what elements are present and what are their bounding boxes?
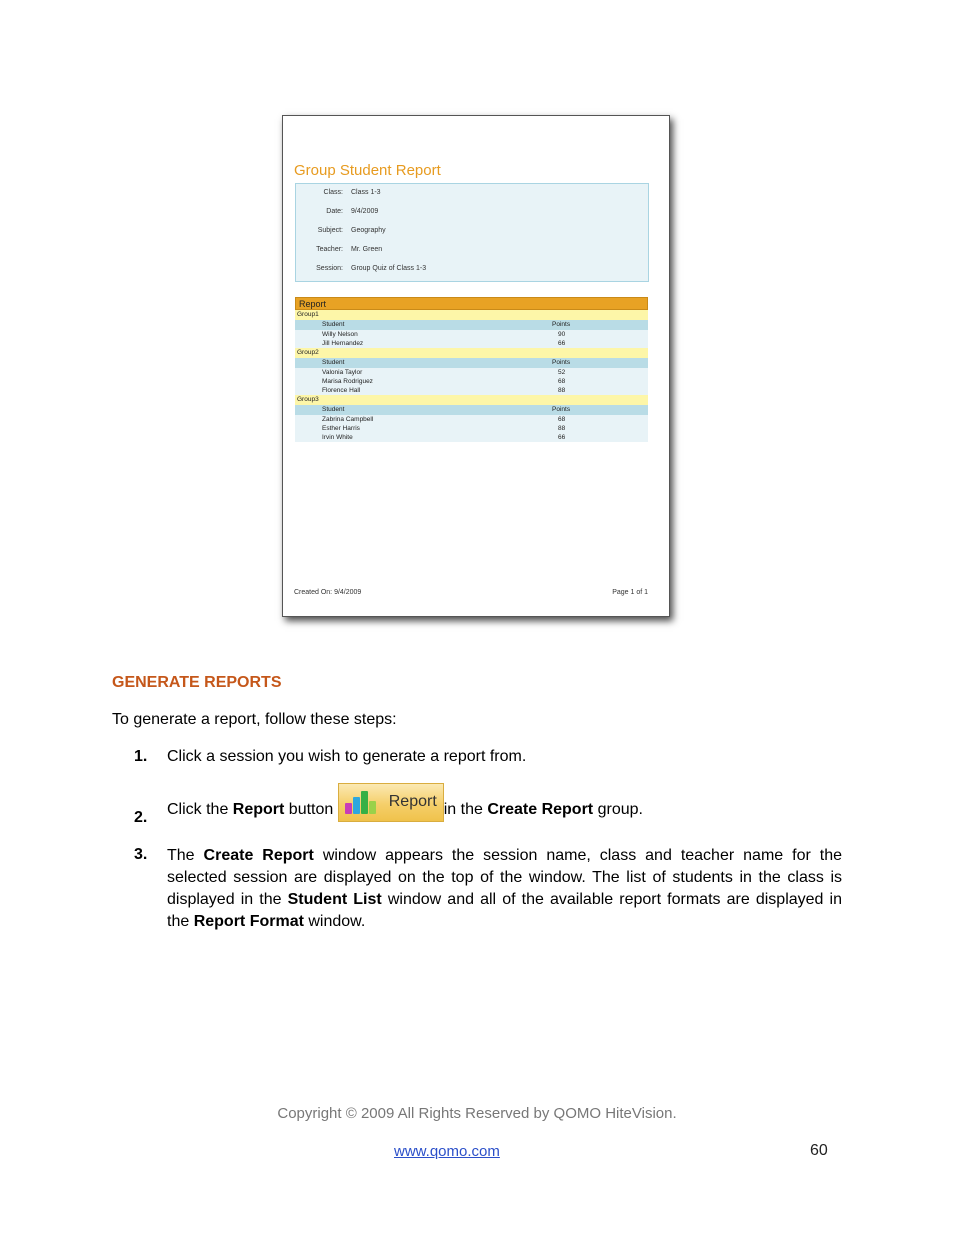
step-3-bold-create-report: Create Report xyxy=(203,847,314,864)
col-student-header: Student xyxy=(322,406,345,413)
info-row-session xyxy=(296,265,648,277)
student-name: Willy Nelson xyxy=(322,331,358,338)
info-label: Subject: xyxy=(317,227,343,234)
info-row-teacher xyxy=(296,246,648,258)
student-points: 68 xyxy=(558,378,566,385)
report-title: Group Student Report xyxy=(294,162,441,179)
page-number: 60 xyxy=(810,1142,828,1159)
student-points: 68 xyxy=(558,416,566,423)
table-row xyxy=(295,339,648,348)
student-points: 88 xyxy=(558,387,566,394)
student-points: 66 xyxy=(558,340,566,347)
step-1-number: 1. xyxy=(134,748,148,765)
col-points-header: Points xyxy=(552,321,571,328)
column-header-row xyxy=(295,405,648,415)
step-3-number: 3. xyxy=(134,846,148,863)
group-label: Group3 xyxy=(295,395,648,405)
column-header-row xyxy=(295,320,648,330)
report-created-on: Created On: 9/4/2009 xyxy=(294,589,362,596)
report-button-image xyxy=(338,783,444,822)
info-row-subject xyxy=(296,227,648,239)
step-2-number: 2. xyxy=(134,809,148,826)
report-page-count: Page 1 of 1 xyxy=(612,589,648,596)
group-label: Group1 xyxy=(295,310,648,320)
info-value: Group Quiz of Class 1-3 xyxy=(351,265,427,272)
col-student-header: Student xyxy=(322,321,345,328)
step-2-end: group. xyxy=(593,801,643,818)
step-2-post: in the xyxy=(443,801,488,818)
step-3-part: The xyxy=(167,847,204,864)
intro-text: To generate a report, follow these steps: xyxy=(112,711,397,728)
website-link[interactable]: www.qomo.com xyxy=(394,1143,500,1160)
info-value: Geography xyxy=(351,227,386,234)
info-label: Teacher: xyxy=(316,246,343,253)
student-name: Florence Hall xyxy=(322,387,361,394)
step-3-part: window. xyxy=(303,913,366,930)
student-name: Jill Hernandez xyxy=(322,340,364,347)
info-value: Class 1-3 xyxy=(351,189,381,196)
info-label: Date: xyxy=(326,208,343,215)
info-label: Class: xyxy=(323,189,343,196)
step-2-text xyxy=(167,783,643,825)
table-row xyxy=(295,368,648,377)
column-header-row xyxy=(295,358,648,368)
report-table xyxy=(295,297,648,442)
report-preview-image xyxy=(282,115,670,617)
student-name: Esther Harris xyxy=(322,425,360,432)
student-name: Zabrina Campbell xyxy=(322,416,374,423)
section-heading: GENERATE REPORTS xyxy=(112,674,282,691)
info-value: Mr. Green xyxy=(351,246,383,253)
report-button-label: Report xyxy=(388,793,437,810)
step-3-part: window appears the session name, class and teacher name for the selected session are displayed on the top of the window. The list of students in the class is displayed in the xyxy=(167,847,842,908)
student-name: Irvin White xyxy=(322,434,353,441)
step-2-bold-report: Report xyxy=(232,801,285,818)
student-points: 52 xyxy=(558,369,566,376)
chart-bar-icon xyxy=(369,801,376,814)
table-row xyxy=(295,386,648,395)
student-points: 90 xyxy=(558,331,566,338)
info-label: Session: xyxy=(316,265,343,272)
table-row xyxy=(295,330,648,339)
col-student-header: Student xyxy=(322,359,345,366)
group-label: Group2 xyxy=(295,348,648,358)
student-name: Valonia Taylor xyxy=(322,369,363,376)
info-row-class xyxy=(296,189,648,201)
student-points: 88 xyxy=(558,425,566,432)
step-3-part: window and all of the available report formats are displayed in the xyxy=(167,891,843,930)
student-name: Marisa Rodriguez xyxy=(322,378,373,385)
step-2-pre: Click the xyxy=(167,801,233,818)
report-info-box xyxy=(295,183,649,282)
copyright-text: Copyright © 2009 All Rights Reserved by QOMO HiteVision. xyxy=(277,1105,677,1122)
col-points-header: Points xyxy=(552,359,571,366)
table-row xyxy=(295,424,648,433)
info-value: 9/4/2009 xyxy=(351,208,379,215)
col-points-header: Points xyxy=(552,406,571,413)
chart-bar-icon xyxy=(361,791,368,814)
info-row-date xyxy=(296,208,648,220)
step-2-mid: button xyxy=(284,801,338,818)
chart-bar-icon xyxy=(345,803,352,814)
step-3-text xyxy=(167,845,842,933)
step-1-text: Click a session you wish to generate a report from. xyxy=(167,748,527,765)
student-points: 66 xyxy=(558,434,566,441)
table-row xyxy=(295,433,648,442)
step-2-bold-create-report: Create Report xyxy=(487,801,594,818)
step-3-bold-student-list: Student List xyxy=(287,891,382,908)
chart-bar-icon xyxy=(353,797,360,814)
table-row xyxy=(295,377,648,386)
report-table-header: Report xyxy=(295,297,648,310)
table-row xyxy=(295,415,648,424)
step-3-bold-report-format: Report Format xyxy=(193,913,304,930)
